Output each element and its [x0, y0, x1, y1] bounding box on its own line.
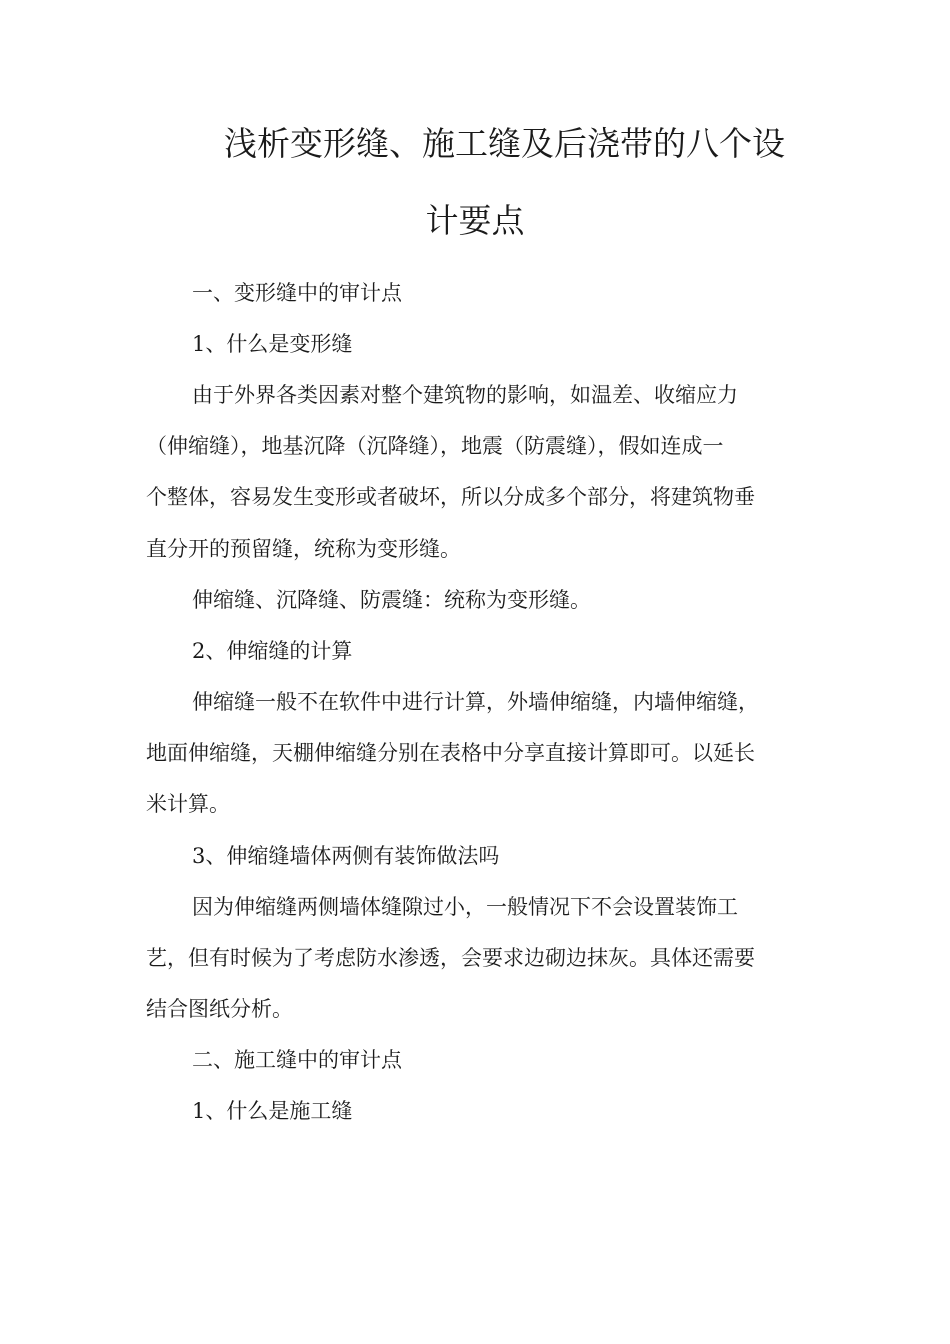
section-heading: 一、变形缝中的审计点	[192, 281, 402, 305]
paragraph-line: 个整体，容易发生变形或者破坏，所以分成多个部分，将建筑物垂	[146, 485, 755, 509]
subsection-heading: 2、伸缩缝的计算	[192, 639, 353, 663]
subsection-heading: 3、伸缩缝墙体两侧有装饰做法吗	[192, 844, 500, 868]
document-title-line-2: 计要点	[425, 201, 525, 240]
paragraph-line: 伸缩缝、沉降缝、防震缝：统称为变形缝。	[192, 588, 591, 612]
paragraph-line: 因为伸缩缝两侧墙体缝隙过小，一般情况下不会设置装饰工	[192, 895, 738, 919]
paragraph-line: 结合图纸分析。	[146, 997, 293, 1021]
section-heading: 二、施工缝中的审计点	[192, 1048, 402, 1072]
paragraph-line: 米计算。	[146, 792, 230, 816]
document-title-line-1: 浅析变形缝、施工缝及后浇带的八个设	[224, 124, 785, 163]
subsection-heading: 1、什么是变形缝	[192, 332, 353, 356]
paragraph-line: （伸缩缝），地基沉降（沉降缝），地震（防震缝），假如连成一	[146, 434, 724, 458]
paragraph-line: 直分开的预留缝，统称为变形缝。	[146, 537, 461, 561]
subsection-heading: 1、什么是施工缝	[192, 1099, 353, 1123]
paragraph-line: 地面伸缩缝，天棚伸缩缝分别在表格中分享直接计算即可。以延长	[146, 741, 755, 765]
paragraph-line: 伸缩缝一般不在软件中进行计算，外墙伸缩缝，内墙伸缩缝，	[192, 690, 759, 714]
paragraph-line: 艺，但有时候为了考虑防水渗透，会要求边砌边抹灰。具体还需要	[146, 946, 755, 970]
paragraph-line: 由于外界各类因素对整个建筑物的影响，如温差、收缩应力	[192, 383, 738, 407]
